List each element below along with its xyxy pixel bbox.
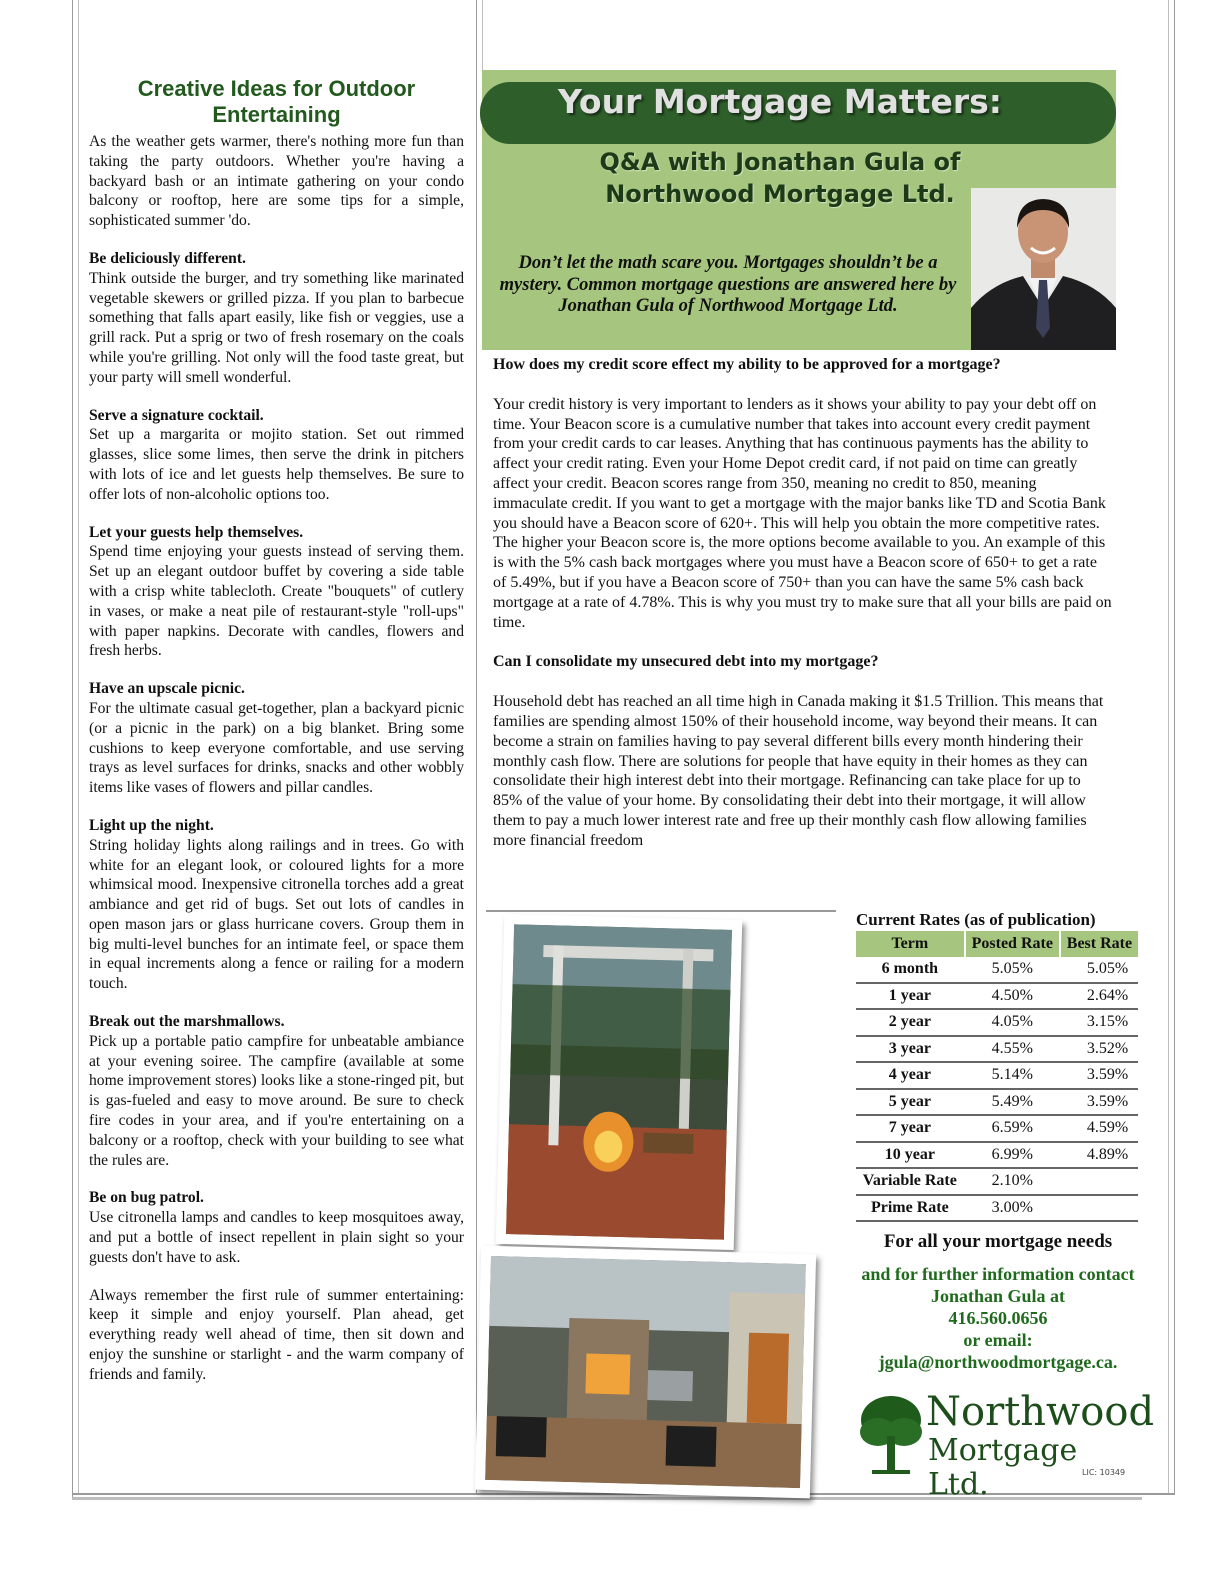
divider	[486, 910, 836, 912]
qa-title-line: Q&A with Jonathan Gula of	[599, 148, 961, 176]
banner-title: Your Mortgage Matters:	[558, 82, 1002, 121]
posted-rate-cell: 6.99%	[965, 1142, 1060, 1169]
qa-question: How does my credit score effect my ability to be approved for a mortgage?	[493, 356, 1001, 373]
section-body: For the ultimate casual get-together, plan a backyard picnic (or a picnic in the park) on a big blanket. Bring some cushions to keep everyone comfortable, and use serving trays as level surfaces for drinks, snacks and other wobbly items like vases of flowers and pillar candles.	[89, 699, 464, 797]
table-row	[856, 1195, 1138, 1222]
section-heading: Break out the marshmallows.	[89, 1013, 285, 1031]
section-body: Spend time enjoying your guests instead of serving them. Set up an elegant outdoor buffet by covering a side table with a crisp white tablecloth. Create "bouquets" of cutlery in vases, or make a neat pile of restaurant-style "roll-ups" with paper napkins. Decorate with candles, flowers and fresh herbs.	[89, 543, 464, 660]
article-title: Creative Ideas for Outdoor Entertaining	[137, 76, 416, 127]
logo-name: Mortgage Ltd.	[928, 1433, 1078, 1502]
qa-answer: Household debt has reached an all time high in Canada making it $1.5 Trillion. This means that families are spending almost 150% of their household income, way beyond their means. It can become a strain on families having to pay several different bills every month hindering their monthly cash flow. There are solutions for people that have equity in their homes as they can consolidate their high interest debt into their mortgage. Refinancing can take place for up to 85% of the value of your home. By consolidating their debt into their mortgage, it will allow them to pay a much lower interest rate and free up their monthly cash flow allowing families more financial freedom	[493, 693, 1104, 849]
qa-answer: Your credit history is very important to lenders as it shows your ability to pay your debt off on time. Your Beacon score is a cumulative number that takes into account every credit payment from your credit cards to car leases. Anything that has continuous payments has the ability to affect your credit rating. Even your Home Depot credit card, if not paid on time can greatly affect your credit. Beacon scores range from 350, meaning no credit to 850, meaning immaculate credit. If you want to get a mortgage with the major banks like TD and Scotia Bank you should have a Beacon score of 620+. This will help you obtain the more competitive rates. The higher your Beacon score is, the more options become available to you. An example of this is with the 5% cash back mortgages where you must have a Beacon score of 650+ to get a rate of 5.49%, but if you have a Beacon score of 750+ than you can have the same 5% cash back mortgage at a rate of 4.78%. This is why you must try to make sure that all your bills are paid on time.	[493, 395, 1112, 631]
tree-icon	[856, 1392, 926, 1478]
logo-name: Northwood	[926, 1389, 1155, 1435]
section-body: Pick up a portable patio campfire for unbeatable ambiance at your evening soiree. The campfire (available at some home improvement stores) looks like a stone-ringed pit, but is gas-fueled and easy to move around. Be sure to check fire codes in your area, and if you're entertaining on a balcony or a rooftop, check with your building to see what the rules are.	[89, 1032, 464, 1169]
table-row	[856, 1142, 1138, 1169]
term-cell: 1 year	[856, 983, 965, 1010]
outdoor-entertaining-article	[89, 76, 464, 1403]
rates-title: Current Rates (as of publication)	[856, 910, 1096, 929]
portrait-photo	[971, 188, 1116, 350]
term-cell: Prime Rate	[856, 1195, 965, 1222]
term-cell: 5 year	[856, 1089, 965, 1116]
article-section	[89, 406, 464, 505]
posted-rate-cell: 4.50%	[965, 983, 1060, 1010]
fireplace-illustration	[485, 1256, 806, 1488]
frame-line	[1168, 0, 1169, 1493]
northwood-logo	[856, 1389, 1155, 1502]
section-heading: Have an upscale picnic.	[89, 680, 245, 698]
section-body: String holiday lights along railings and in trees. Go with white for an elegant look, or coloured lights for a more whimsical mood. Inexpensive citronella torches add a great ambiance and get rid of bugs. Set out lots of candles in open mason jars or glass hurricane covers. Group them in big multi-level bunches for an intimate feel, or space them in equal increments along a fence or railing for a modern touch.	[89, 836, 464, 993]
term-cell: 2 year	[856, 1009, 965, 1036]
rates-header-cell: Term	[856, 931, 965, 957]
section-body: Use citronella lamps and candles to keep mosquitoes away, and put a bottle of insect repellent in plain sight so your guests don't have to ask.	[89, 1209, 464, 1266]
qa-section	[493, 355, 1113, 871]
contact-phone[interactable]: 416.560.0656	[948, 1308, 1048, 1328]
patio-photo-fireplace	[475, 1246, 816, 1499]
frame-line	[78, 0, 79, 1493]
qa-question: Can I consolidate my unsecured debt into my mortgage?	[493, 653, 879, 671]
section-body: Think outside the burger, and try something like marinated vegetable skewers or grilled pizza. If you plan to barbecue something that falls apart easily, like fish or veggies, use a grill rack. Put a sprig or two of fresh rosemary on the coals while you're grilling. Not only will the food taste great, but your party will smell wonderful.	[89, 269, 464, 386]
posted-rate-cell: 6.59%	[965, 1115, 1060, 1142]
best-rate-cell: 3.59%	[1060, 1089, 1138, 1116]
contact-line: and for further information contact	[861, 1264, 1135, 1284]
contact-block	[830, 1263, 1166, 1373]
article-section	[89, 249, 464, 388]
article-section	[89, 816, 464, 994]
posted-rate-cell: 2.10%	[965, 1168, 1060, 1195]
contact-line: Jonathan Gula at	[930, 1286, 1066, 1306]
table-row	[856, 1089, 1138, 1116]
article-section	[89, 523, 464, 662]
section-heading: Be on bug patrol.	[89, 1189, 204, 1207]
patio-photo-pergola	[496, 914, 743, 1250]
rates-header-cell: Best Rate	[1060, 931, 1138, 957]
pergola-illustration	[506, 924, 732, 1240]
term-cell: 3 year	[856, 1036, 965, 1063]
article-intro: As the weather gets warmer, there's nothing more fun than taking the party outdoors. Whether you're having a backyard bash or an intimate gathering on your condo balcony or rooftop, here are some tips for a simple, sophisticated summer 'do.	[89, 133, 464, 230]
best-rate-cell: 2.64%	[1060, 983, 1138, 1010]
term-cell: Variable Rate	[856, 1168, 965, 1195]
contact-line: or email:	[963, 1330, 1033, 1350]
best-rate-cell: 4.59%	[1060, 1115, 1138, 1142]
section-body: Set up a margarita or mojito station. Set out rimmed glasses, slice some limes, then serve the drink in pitchers with lots of ice and let guests help themselves. Be sure to offer lots of non-alcoholic options too.	[89, 426, 464, 503]
table-row	[856, 983, 1138, 1010]
qa-title-line: Northwood Mortgage Ltd.	[605, 180, 955, 208]
rates-header-row	[856, 931, 1138, 957]
frame-line	[476, 0, 477, 1493]
posted-rate-cell: 5.49%	[965, 1089, 1060, 1116]
best-rate-cell	[1060, 1195, 1138, 1222]
logo-license: LIC: 10349	[1082, 1468, 1126, 1477]
section-heading: Serve a signature cocktail.	[89, 406, 264, 424]
posted-rate-cell: 4.55%	[965, 1036, 1060, 1063]
rates-header-cell: Posted Rate	[965, 931, 1060, 957]
posted-rate-cell: 5.14%	[965, 1062, 1060, 1089]
table-row	[856, 1168, 1138, 1195]
posted-rate-cell: 4.05%	[965, 1009, 1060, 1036]
best-rate-cell: 5.05%	[1060, 957, 1138, 983]
posted-rate-cell: 5.05%	[965, 957, 1060, 983]
article-section	[89, 1188, 464, 1267]
table-row	[856, 1009, 1138, 1036]
best-rate-cell	[1060, 1168, 1138, 1195]
term-cell: 7 year	[856, 1115, 965, 1142]
frame-line	[1174, 0, 1175, 1493]
term-cell: 6 month	[856, 957, 965, 983]
qa-intro: Don’t let the math scare you. Mortgages shouldn’t be a mystery. Common mortgage questions are answered here by Jonathan Gula of Northwood Mortgage Ltd.	[499, 253, 957, 316]
table-row	[856, 957, 1138, 983]
portrait-illustration	[971, 188, 1116, 350]
article-section	[89, 679, 464, 798]
table-row	[856, 1115, 1138, 1142]
section-heading: Light up the night.	[89, 816, 214, 834]
article-section	[89, 1012, 464, 1170]
best-rate-cell: 3.59%	[1060, 1062, 1138, 1089]
frame-line	[72, 0, 73, 1497]
best-rate-cell: 4.89%	[1060, 1142, 1138, 1169]
section-heading: Let your guests help themselves.	[89, 523, 304, 541]
rates-table	[856, 931, 1138, 1222]
section-heading: Be deliciously different.	[89, 249, 246, 267]
best-rate-cell: 3.52%	[1060, 1036, 1138, 1063]
article-closing: Always remember the first rule of summer entertaining: keep it simple and enjoy yourself. Plan ahead, get everything ready well ahead of time, then sit down and enjoy the sunshine or starlight - and the warm company of friends and family.	[89, 1286, 464, 1383]
posted-rate-cell: 3.00%	[965, 1195, 1060, 1222]
term-cell: 10 year	[856, 1142, 965, 1169]
table-row	[856, 1062, 1138, 1089]
contact-email[interactable]: jgula@northwoodmortgage.ca.	[878, 1352, 1118, 1372]
frame-line	[482, 0, 483, 70]
contact-heading: For all your mortgage needs	[883, 1231, 1113, 1252]
table-row	[856, 1036, 1138, 1063]
best-rate-cell: 3.15%	[1060, 1009, 1138, 1036]
term-cell: 4 year	[856, 1062, 965, 1089]
